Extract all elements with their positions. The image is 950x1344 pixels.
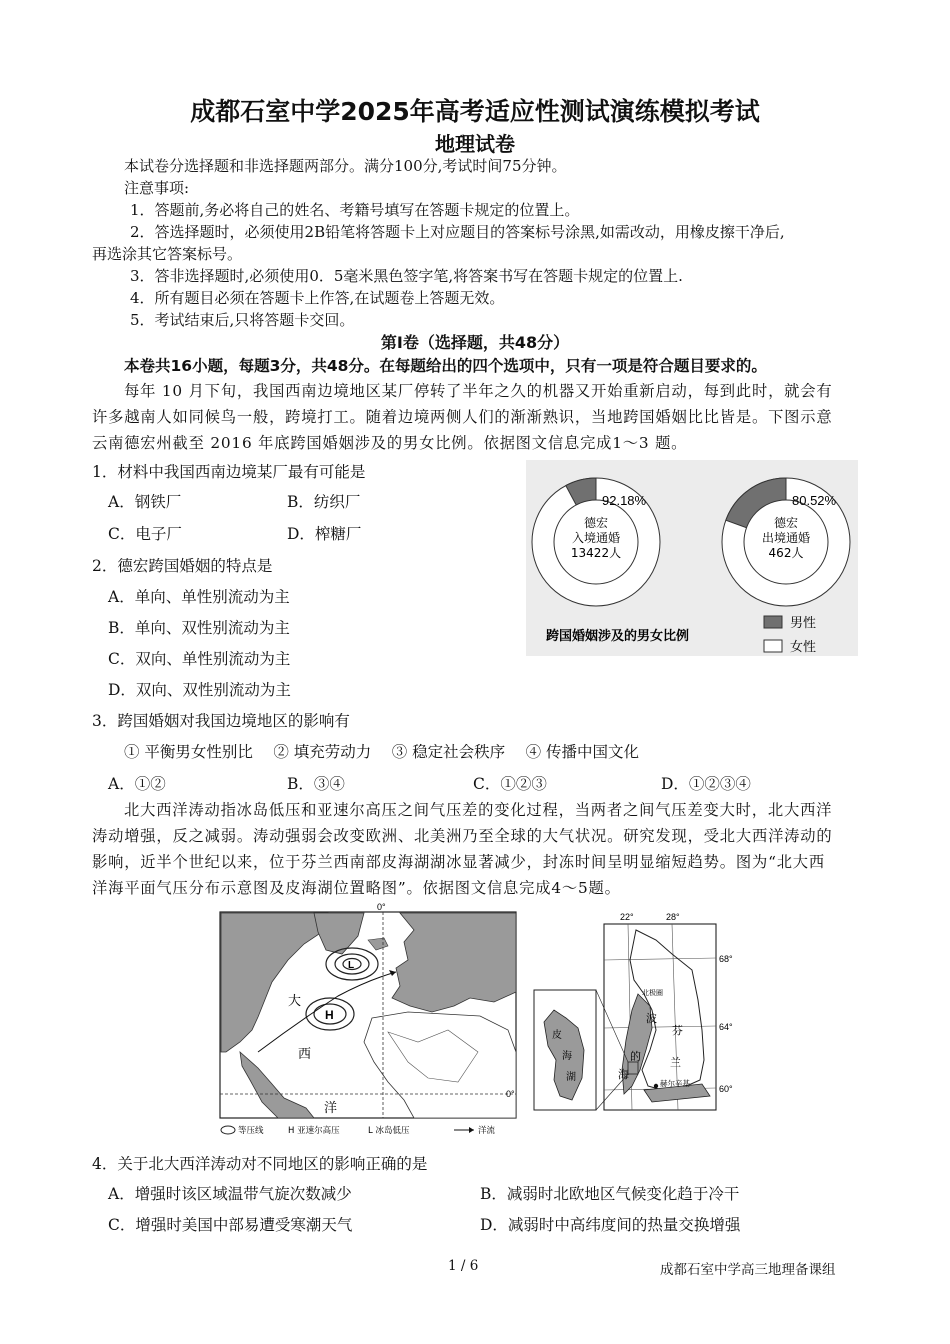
pie-inbound-name: 德宏 <box>583 516 609 530</box>
chart-title: 跨国婚姻涉及的男女比例 <box>546 629 690 644</box>
lake-char-1: 皮 <box>552 1030 562 1041</box>
q2-option-b: B．单向、双性别流动为主 <box>108 619 290 637</box>
north-atlantic-pressure-map <box>218 902 520 1138</box>
arctic-circle-label: 北极圈 <box>642 989 663 997</box>
lake-char-2: 海 <box>562 1051 572 1062</box>
q4-option-b: B．减弱时北欧地区气候变化趋于冷干 <box>480 1185 740 1203</box>
passage1-line: 每年 10 月下旬，我国西南边境地区某厂停转了半年之久的机器又开始重新启动，每到此时，就会有 <box>124 382 833 400</box>
q2-option-c: C．双向、单性别流动为主 <box>108 650 291 668</box>
legend-low: L 冰岛低压 <box>368 1126 410 1136</box>
baltic-char-1: 波 <box>646 1012 657 1025</box>
question-1-stem: 1．材料中我国西南边境某厂最有可能是 <box>92 463 366 481</box>
finland-char-1: 芬 <box>672 1024 683 1037</box>
legend-current: 洋流 <box>478 1126 496 1136</box>
legend-female-swatch <box>764 640 782 652</box>
legend-isobar: 等压线 <box>238 1126 264 1136</box>
pie-outbound-name: 德宏 <box>773 516 799 530</box>
lat-64-label: 64° <box>719 1022 733 1032</box>
q3-option-d: D．①②③④ <box>661 775 751 793</box>
finland-lake-map <box>532 910 764 1116</box>
notice-item-5: 5．考试结束后,只将答题卡交回。 <box>130 311 355 329</box>
notice-item-1: 1．答题前,务必将自己的姓名、考籍号填写在答题卡规定的位置上。 <box>130 201 580 219</box>
q1-option-b: B．纺织厂 <box>287 493 361 511</box>
q2-option-d: D．双向、双性别流动为主 <box>108 681 291 699</box>
q3-option-c: C．①②③ <box>473 775 547 793</box>
lake-char-3: 湖 <box>566 1072 576 1083</box>
exam-subtitle: 地理试卷 <box>435 132 515 156</box>
pie-inbound-pct: 92.18% <box>602 493 647 508</box>
notice-item-2-cont: 再选涂其它答案标号。 <box>92 245 243 263</box>
question-4-stem: 4．关于北大西洋涛动对不同地区的影响正确的是 <box>92 1155 428 1173</box>
lon-28-label: 28° <box>666 912 680 922</box>
baltic-char-2: 的 <box>630 1050 641 1063</box>
finland-char-2: 兰 <box>670 1056 681 1069</box>
notice-item-4: 4．所有题目必须在答题卡上作答,在试题卷上答题无效。 <box>130 289 505 307</box>
q2-option-a: A．单向、单性别流动为主 <box>108 588 290 606</box>
passage2-line: 涛动增强，反之减弱。涛动强弱会改变欧洲、北美洲乃至全球的大气状况。研究发现，受北大西洋涛动的 <box>92 827 833 845</box>
passage1-line: 许多越南人如同候鸟一般，跨境打工。随着边境两侧人们的渐渐熟识，当地跨国婚姻比比皆是。下图示意 <box>92 408 833 426</box>
q1-option-c: C．电子厂 <box>108 525 182 543</box>
legend-high: H 亚速尔高压 <box>288 1126 340 1136</box>
legend-female: 女性 <box>790 640 817 655</box>
lat-zero-label: 0° <box>506 1089 515 1099</box>
question-2-stem: 2．德宏跨国婚姻的特点是 <box>92 557 273 575</box>
passage2-line: 洋海平面气压分布示意图及皮海湖位置略图”。依据图文信息完成4～5题。 <box>92 879 621 897</box>
passage2-line: 北大西洋涛动指冰岛低压和亚速尔高压之间气压差的变化过程，当两者之间气压差变大时，北大西洋 <box>124 801 833 819</box>
marriage-ratio-chart <box>526 460 858 656</box>
pie-outbound-count: 462人 <box>768 546 804 560</box>
azores-high-label: H <box>325 1008 334 1022</box>
q4-option-a: A．增强时该区域温带气旋次数减少 <box>108 1185 352 1203</box>
lat-60-label: 60° <box>719 1084 733 1094</box>
page-number: 1 / 6 <box>448 1258 479 1274</box>
lat-68-label: 68° <box>719 954 733 964</box>
q1-option-a: A．钢铁厂 <box>108 493 182 511</box>
lon-zero-label: 0° <box>377 902 386 912</box>
footer-group: 成都石室中学高三地理备课组 <box>660 1262 836 1278</box>
ocean-char-2: 西 <box>298 1047 312 1062</box>
intro-line: 本试卷分选择题和非选择题两部分。满分100分,考试时间75分钟。 <box>124 157 567 175</box>
notice-label: 注意事项: <box>124 179 190 197</box>
passage2-line: 影响，近半个世纪以来，位于芬兰西南部皮海湖湖冰显著减少，封冻时间呈明显缩短趋势。图为“北大西 <box>92 853 825 871</box>
pie-outbound-label: 出境通婚 <box>761 531 811 545</box>
q3-statements: ① 平衡男女性别比 ② 填充劳动力 ③ 稳定社会秩序 ④ 传播中国文化 <box>124 743 639 761</box>
section-title: 第Ⅰ卷（选择题，共48分） <box>380 333 570 352</box>
legend-isobar-symbol <box>221 1126 235 1134</box>
question-3-stem: 3．跨国婚姻对我国边境地区的影响有 <box>92 712 350 730</box>
baltic-char-3: 海 <box>618 1068 629 1081</box>
helsinki-label: 赫尔辛基 <box>660 1079 690 1088</box>
ocean-char-1: 大 <box>288 994 302 1009</box>
notice-item-3: 3．答非选择题时,必须使用0．5毫米黑色签字笔,将答案书写在答题卡规定的位置上. <box>130 267 683 285</box>
q3-option-b: B．③④ <box>287 775 345 793</box>
q4-option-c: C．增强时美国中部易遭受寒潮天气 <box>108 1216 353 1234</box>
q1-option-d: D．榨糖厂 <box>287 525 362 543</box>
legend-current-arrowhead <box>469 1127 474 1133</box>
q3-option-a: A．①② <box>108 775 166 793</box>
passage1-line: 云南德宏州截至 2016 年底跨国婚姻涉及的男女比例。依据图文信息完成1～3 题。 <box>92 434 688 452</box>
section-instruction: 本卷共16小题，每题3分，共48分。在每题给出的四个选项中，只有一项是符合题目要求的。 <box>124 357 767 375</box>
legend-male: 男性 <box>790 616 817 631</box>
exam-title: 成都石室中学2025年高考适应性测试演练模拟考试 <box>190 97 760 126</box>
q4-option-d: D．减弱时中高纬度间的热量交换增强 <box>480 1216 741 1234</box>
icelandic-low-label: L <box>348 960 355 971</box>
pie-outbound-pct: 80.52% <box>792 493 837 508</box>
ocean-char-3: 洋 <box>324 1101 338 1116</box>
lon-22-label: 22° <box>620 912 634 922</box>
helsinki-dot <box>654 1084 658 1088</box>
pie-inbound-label: 入境通婚 <box>571 531 621 545</box>
pie-inbound-count: 13422人 <box>570 546 622 560</box>
notice-item-2: 2．答选择题时，必须使用2B铅笔将答题卡上对应题目的答案标号涂黑,如需改动，用橡皮擦干净后, <box>130 223 785 241</box>
legend-male-swatch <box>764 616 782 628</box>
